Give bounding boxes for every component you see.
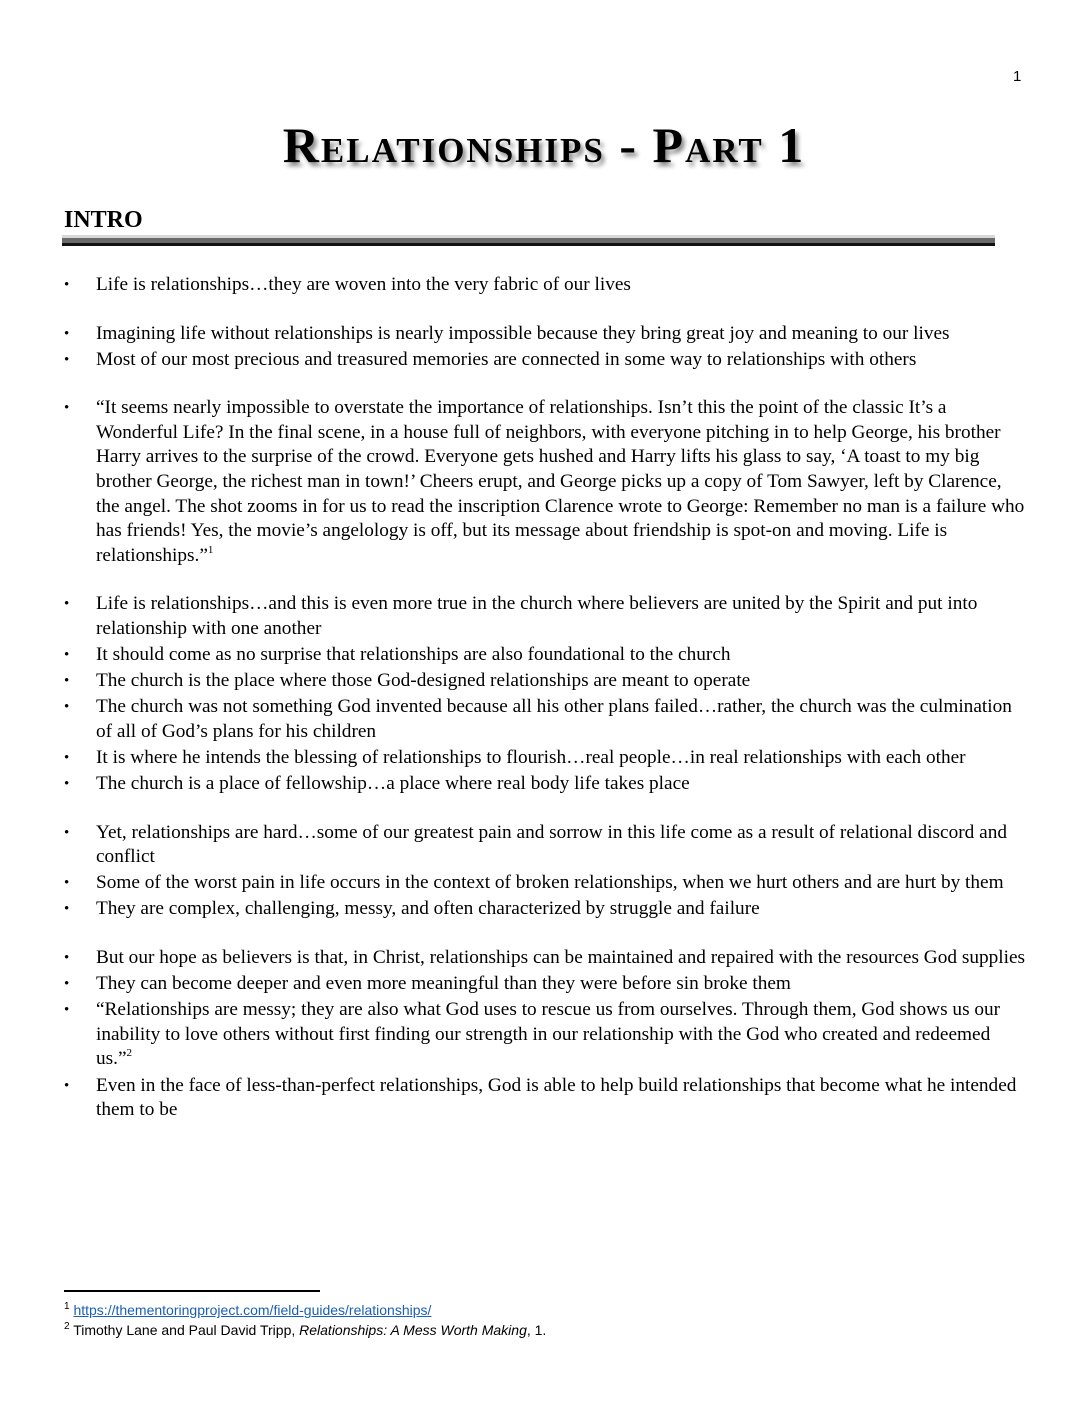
list-item-text: Life is relationships…and this is even more true in the church where believers are united by the Spirit and put into relationship with one another — [96, 593, 978, 640]
bullet-group — [64, 821, 1026, 922]
bullet-icon: • — [64, 673, 70, 690]
bullet-icon: • — [64, 647, 70, 664]
footnote-book-title: Relationships: A Mess Worth Making — [299, 1322, 527, 1338]
footnote-text-suffix: , 1. — [526, 1322, 547, 1338]
bullet-icon: • — [64, 596, 70, 613]
footnote-reference[interactable]: 2 — [126, 1047, 133, 1060]
footnote-text: Timothy Lane and Paul David Tripp, — [73, 1322, 300, 1338]
list-item-text: Some of the worst pain in life occurs in the context of broken relationships, when we hurt others and are hurt by them — [96, 872, 1004, 894]
bullet-group — [64, 273, 1026, 298]
list-item — [64, 669, 1026, 694]
footnote-link[interactable]: https://thementoringproject.com/field-guides/relationships/ — [73, 1302, 432, 1318]
bullet-icon: • — [64, 875, 70, 892]
bullet-icon: • — [64, 824, 70, 841]
bullet-icon: • — [64, 699, 70, 716]
list-item-text: “It seems nearly impossible to overstate the importance of relationships. Isn’t this the point of the classic It’s a Wonderful Life? In the final scene, in a house full of neighbors, with everyone pitching in to help George, his brother Harry arrives to the surprise of the crowd. Everyone gets hushed and Harry lifts his glass to say, ‘A toast to my big brother George, the richest man in town!’ Cheers erupt, and George picks up a copy of Tom Sawyer, left by Clarence, the angel. The shot zooms in for us to read the inscription Clarence wrote to George: Remember no man is a failure who has friends! Yes, the movie’s angelology is off, but its message about friendship is spot-on and moving. Life is relationships.” — [96, 397, 1025, 566]
bullet-icon: • — [64, 750, 70, 766]
list-item — [64, 821, 1026, 870]
bullet-icon: • — [64, 325, 70, 342]
page-title: Relationships - Part 1 — [282, 117, 806, 173]
footnote-reference[interactable]: 1 — [207, 543, 214, 556]
list-item — [64, 946, 1026, 971]
footnote-1 — [64, 1300, 546, 1320]
bullet-icon: • — [64, 976, 70, 993]
list-item-text: The church is the place where those God-designed relationships are meant to operate — [96, 670, 751, 692]
list-item — [64, 643, 1026, 668]
list-item-text: The church is a place of fellowship…a place where real body life takes place — [96, 773, 690, 795]
bullet-group — [64, 592, 1026, 796]
bullet-icon: • — [64, 351, 70, 368]
bullet-group — [64, 396, 1026, 568]
list-item-text: It should come as no surprise that relationships are also foundational to the church — [96, 644, 731, 666]
bullet-group — [64, 946, 1026, 1123]
bullet-icon: • — [64, 1002, 70, 1019]
bullet-icon: • — [64, 950, 70, 967]
footnotes — [64, 1300, 546, 1340]
list-item-text: It is where he intends the blessing of relationships to flourish…real people…in real relationships with each other — [96, 747, 966, 768]
footnote-separator — [64, 1290, 320, 1292]
bullet-icon: • — [64, 901, 70, 918]
bullet-icon: • — [64, 776, 70, 793]
bullet-icon: • — [64, 1077, 70, 1094]
list-item — [64, 998, 1026, 1072]
list-item-text: The church was not something God invented because all his other plans failed…rather, the church was the culmination of all of God’s plans for his children — [96, 696, 1012, 742]
bullet-icon: • — [64, 400, 70, 417]
list-item — [64, 1074, 1026, 1123]
list-item-text: But our hope as believers is that, in Christ, relationships can be maintained and repaired with the resources God supplies — [96, 947, 1026, 969]
footnote-number: 1 — [64, 1301, 70, 1312]
list-item-text: Even in the face of less-than-perfect relationships, God is able to help build relationships that become what he intended them to be — [96, 1074, 1017, 1121]
section-divider — [62, 235, 995, 247]
list-item — [64, 772, 1026, 797]
list-item — [64, 396, 1026, 568]
page-number: 1 — [1013, 68, 1022, 85]
list-item-text: Most of our most precious and treasured memories are connected in some way to relationships with others — [96, 348, 917, 370]
list-item — [64, 695, 1026, 744]
list-item — [64, 273, 1026, 298]
section-heading: INTRO — [64, 207, 143, 233]
list-item — [64, 746, 1026, 771]
list-item-text: They can become deeper and even more meaningful than they were before sin broke them — [96, 973, 791, 995]
list-item — [64, 592, 1026, 641]
list-item — [64, 322, 1026, 347]
bullet-content — [64, 273, 1026, 1147]
list-item — [64, 348, 1026, 373]
list-item-text: “Relationships are messy; they are also what God uses to rescue us from ourselves. Through them, God shows us our inability to love others without first finding our strength in our relationship with the God who created and redeemed us.” — [96, 999, 1001, 1070]
list-item-text: They are complex, challenging, messy, and often characterized by struggle and failure — [96, 898, 760, 920]
list-item-text: Imagining life without relationships is nearly impossible because they bring great joy and meaning to our lives — [96, 322, 950, 344]
footnote-number: 2 — [64, 1321, 70, 1332]
list-item — [64, 871, 1026, 896]
footnote-2 — [64, 1320, 546, 1340]
list-item-text: Yet, relationships are hard…some of our greatest pain and sorrow in this life come as a result of relational discord and conflict — [96, 821, 1007, 868]
bullet-group — [64, 322, 1026, 373]
list-item-text: Life is relationships…they are woven into the very fabric of our lives — [96, 274, 631, 295]
list-item — [64, 972, 1026, 997]
list-item — [64, 897, 1026, 922]
bullet-icon: • — [64, 277, 70, 293]
